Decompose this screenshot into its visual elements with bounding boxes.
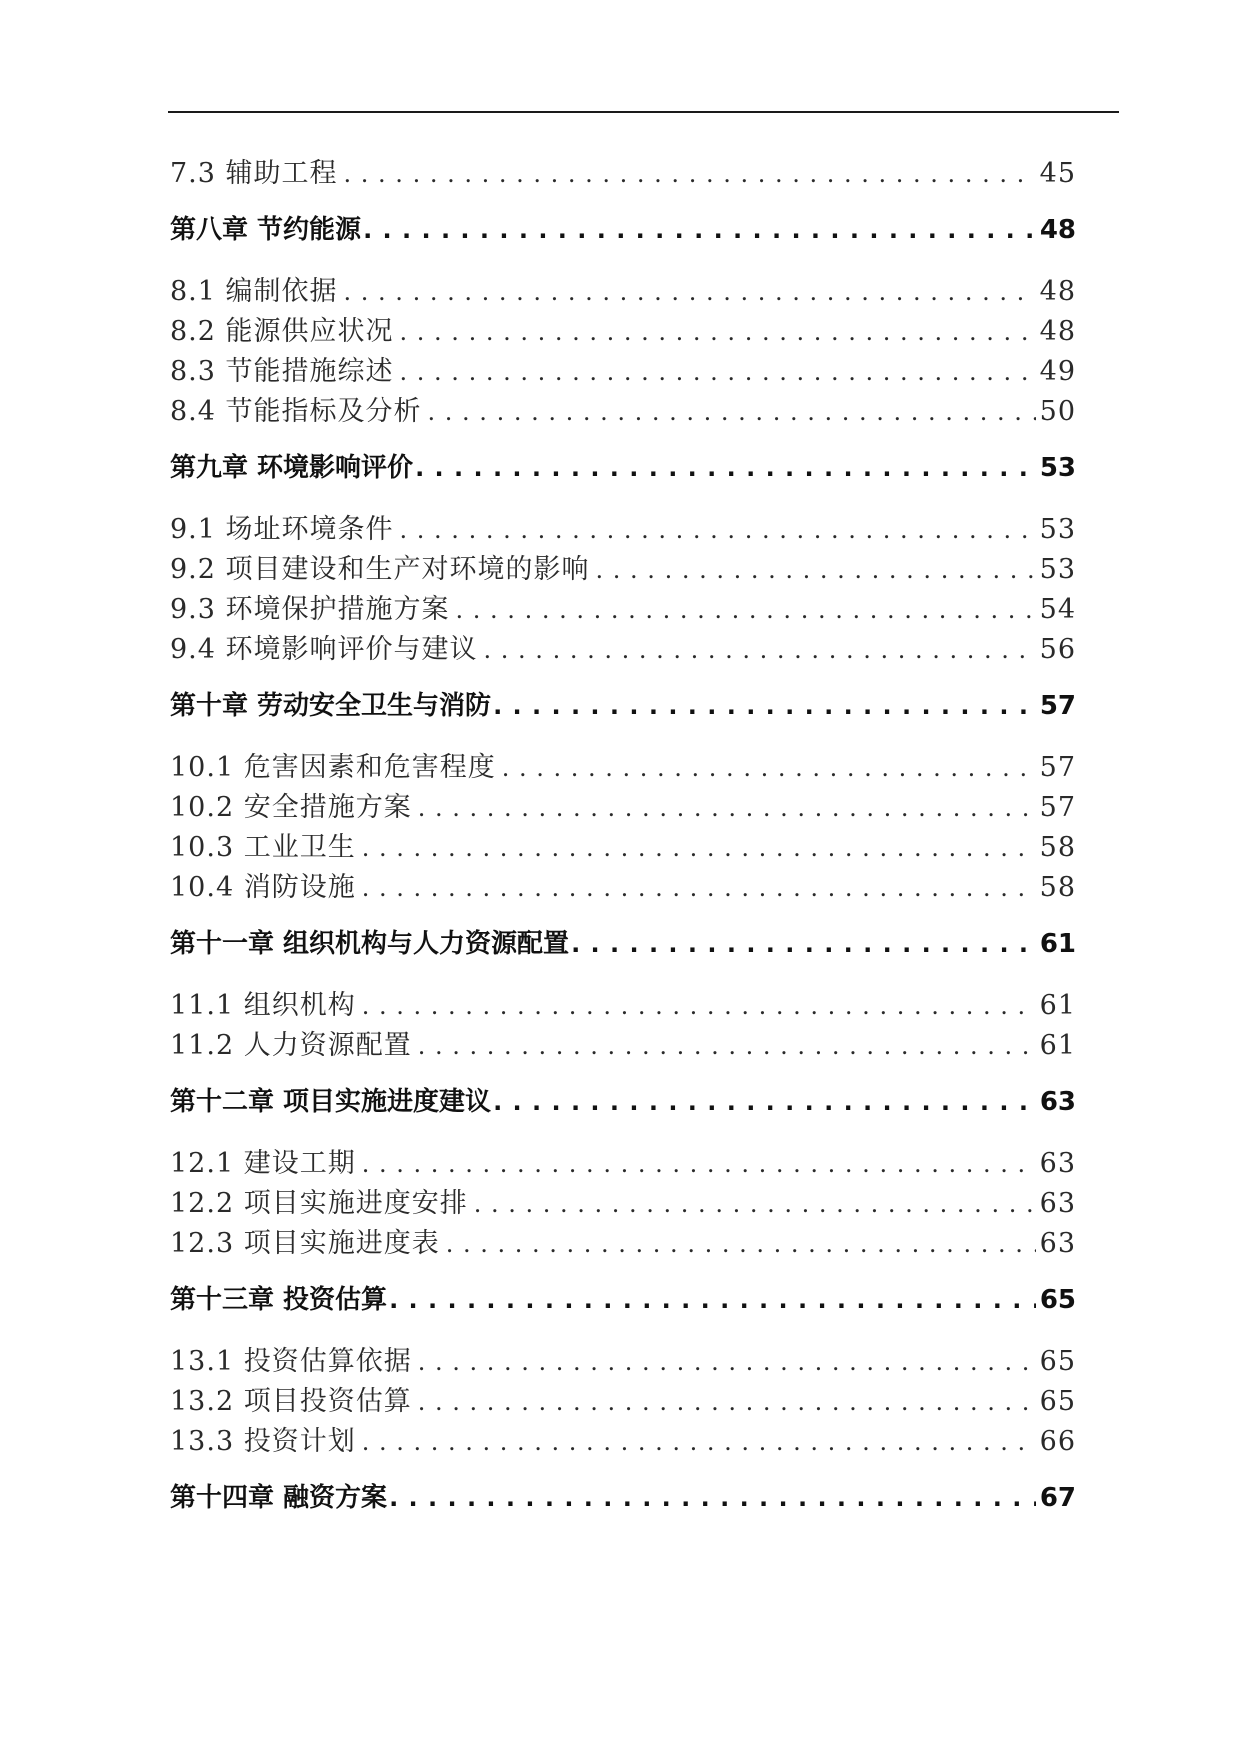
toc-entry-page: 61 — [1036, 1030, 1076, 1061]
toc-dot-leader — [418, 1348, 1036, 1376]
toc-entry[interactable] — [170, 547, 1076, 587]
toc-entry-title: 10.4 消防设施 — [170, 865, 362, 904]
toc-entry[interactable] — [170, 685, 1076, 725]
toc-entry[interactable] — [170, 1141, 1076, 1181]
toc-entry-title: 8.1 编制依据 — [170, 269, 344, 308]
toc-entry-page: 57 — [1036, 691, 1076, 721]
toc-entry-page: 63 — [1036, 1148, 1076, 1179]
toc-entry[interactable] — [170, 1419, 1076, 1459]
toc-entry-page: 65 — [1036, 1346, 1076, 1377]
toc-entry[interactable] — [170, 1181, 1076, 1221]
toc-dot-leader — [400, 318, 1036, 346]
toc-entry-title: 第十三章 投资估算 — [170, 1279, 389, 1316]
toc-entry[interactable] — [170, 1081, 1076, 1121]
toc-entry[interactable] — [170, 1221, 1076, 1261]
toc-dot-leader — [362, 1150, 1036, 1178]
toc-entry-page: 58 — [1036, 832, 1076, 863]
toc-entry[interactable] — [170, 587, 1076, 627]
toc-entry-title: 10.3 工业卫生 — [170, 825, 362, 864]
toc-entry-title: 12.3 项目实施进度表 — [170, 1221, 446, 1260]
toc-entry-page: 61 — [1036, 929, 1076, 959]
toc-dot-leader — [418, 1032, 1036, 1060]
toc-entry-page: 61 — [1036, 990, 1076, 1021]
toc-entry-title: 13.2 项目投资估算 — [170, 1379, 418, 1418]
toc-dot-leader — [362, 834, 1036, 862]
toc-entry-page: 65 — [1036, 1386, 1076, 1417]
toc-entry[interactable] — [170, 447, 1076, 487]
toc-dot-leader — [363, 216, 1036, 244]
toc-entry-title: 8.3 节能措施综述 — [170, 349, 400, 388]
toc-entry[interactable] — [170, 923, 1076, 963]
toc-entry-page: 48 — [1036, 215, 1076, 245]
toc-entry-title: 第十章 劳动安全卫生与消防 — [170, 685, 493, 722]
toc-dot-leader — [493, 692, 1036, 720]
toc-entry[interactable] — [170, 209, 1076, 249]
toc-dot-leader — [446, 1230, 1036, 1258]
toc-entry[interactable] — [170, 983, 1076, 1023]
toc-entry[interactable] — [170, 349, 1076, 389]
toc-entry-title: 第十四章 融资方案 — [170, 1477, 389, 1514]
toc-entry[interactable] — [170, 825, 1076, 865]
toc-entry-title: 9.4 环境影响评价与建议 — [170, 627, 484, 666]
toc-entry-title: 8.2 能源供应状况 — [170, 309, 400, 348]
toc-entry[interactable] — [170, 1339, 1076, 1379]
toc-entry-page: 63 — [1036, 1188, 1076, 1219]
toc-dot-leader — [400, 516, 1036, 544]
toc-entry-title: 9.2 项目建设和生产对环境的影响 — [170, 547, 596, 586]
header-rule — [168, 111, 1119, 113]
toc-entry[interactable] — [170, 1023, 1076, 1063]
toc-dot-leader — [493, 1088, 1036, 1116]
toc-entry-page: 53 — [1036, 453, 1076, 483]
toc-dot-leader — [389, 1484, 1036, 1512]
toc-entry[interactable] — [170, 389, 1076, 429]
toc-entry-page: 50 — [1036, 396, 1076, 427]
toc-entry[interactable] — [170, 1477, 1076, 1517]
toc-entry-page: 45 — [1036, 158, 1076, 189]
toc-dot-leader — [596, 556, 1036, 584]
toc-entry[interactable] — [170, 785, 1076, 825]
toc-entry-title: 11.2 人力资源配置 — [170, 1023, 418, 1062]
toc-dot-leader — [400, 358, 1036, 386]
toc-entry[interactable] — [170, 151, 1076, 191]
toc-entry-title: 12.1 建设工期 — [170, 1141, 362, 1180]
toc-entry-page: 53 — [1036, 554, 1076, 585]
toc-dot-leader — [362, 1428, 1036, 1456]
toc-entry-page: 67 — [1036, 1483, 1076, 1513]
toc-dot-leader — [362, 992, 1036, 1020]
toc-dot-leader — [502, 754, 1036, 782]
toc-dot-leader — [474, 1190, 1036, 1218]
toc-entry-title: 第八章 节约能源 — [170, 209, 363, 246]
toc-entry-page: 48 — [1036, 276, 1076, 307]
toc-dot-leader — [484, 636, 1036, 664]
toc-entry-page: 57 — [1036, 752, 1076, 783]
toc-entry-page: 53 — [1036, 514, 1076, 545]
toc-dot-leader — [389, 1286, 1036, 1314]
toc-entry-page: 48 — [1036, 316, 1076, 347]
toc-entry-page: 56 — [1036, 634, 1076, 665]
toc-entry[interactable] — [170, 745, 1076, 785]
toc-entry-page: 58 — [1036, 872, 1076, 903]
toc-entry-title: 9.3 环境保护措施方案 — [170, 587, 456, 626]
toc-entry-page: 49 — [1036, 356, 1076, 387]
toc-dot-leader — [344, 160, 1036, 188]
toc-entry-page: 63 — [1036, 1228, 1076, 1259]
toc-entry[interactable] — [170, 865, 1076, 905]
toc-entry-title: 9.1 场址环境条件 — [170, 507, 400, 546]
toc-dot-leader — [456, 596, 1036, 624]
toc-dot-leader — [418, 1388, 1036, 1416]
toc-entry-page: 63 — [1036, 1087, 1076, 1117]
toc-entry-title: 第十一章 组织机构与人力资源配置 — [170, 923, 571, 960]
toc-entry-page: 65 — [1036, 1285, 1076, 1315]
toc-dot-leader — [415, 454, 1036, 482]
toc-entry-page: 54 — [1036, 594, 1076, 625]
toc-entry[interactable] — [170, 269, 1076, 309]
toc-entry-title: 12.2 项目实施进度安排 — [170, 1181, 474, 1220]
toc-entry-title: 10.1 危害因素和危害程度 — [170, 745, 502, 784]
toc-entry-title: 10.2 安全措施方案 — [170, 785, 418, 824]
toc-entry-title: 11.1 组织机构 — [170, 983, 362, 1022]
toc-entry-page: 57 — [1036, 792, 1076, 823]
toc-entry[interactable] — [170, 309, 1076, 349]
toc-dot-leader — [362, 874, 1036, 902]
toc-entry-title: 13.3 投资计划 — [170, 1419, 362, 1458]
toc-dot-leader — [571, 930, 1036, 958]
toc-entry-title: 8.4 节能指标及分析 — [170, 389, 428, 428]
toc-entry-title: 第九章 环境影响评价 — [170, 447, 415, 484]
toc-dot-leader — [418, 794, 1036, 822]
toc-entry-title: 13.1 投资估算依据 — [170, 1339, 418, 1378]
toc-dot-leader — [344, 278, 1036, 306]
toc-entry-page: 66 — [1036, 1426, 1076, 1457]
toc-entry-title: 第十二章 项目实施进度建议 — [170, 1081, 493, 1118]
toc-entry[interactable] — [170, 507, 1076, 547]
toc-entry-title: 7.3 辅助工程 — [170, 151, 344, 190]
toc-entry[interactable] — [170, 1379, 1076, 1419]
toc-entry[interactable] — [170, 627, 1076, 667]
toc-dot-leader — [428, 398, 1036, 426]
toc-entry[interactable] — [170, 1279, 1076, 1319]
